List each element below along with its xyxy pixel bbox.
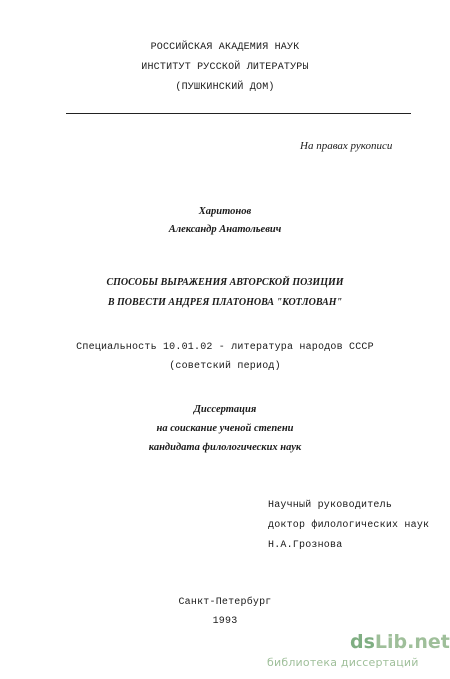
supervisor-name: Н.А.Грознова <box>268 540 343 551</box>
watermark-caption: библиотека диссертаций <box>267 656 419 669</box>
supervisor-degree: доктор филологических наук <box>268 520 430 531</box>
supervisor-role: Научный руководитель <box>268 500 393 511</box>
header-line-pushkin-house: (ПУШКИНСКИЙ ДОМ) <box>175 82 275 93</box>
dissertation-field-line: кандидата филологических наук <box>148 442 302 453</box>
header-line-institute: ИНСТИТУТ РУССКОЙ ЛИТЕРАТУРЫ <box>141 62 309 73</box>
watermark-logo-suffix: Lib.net <box>374 631 450 653</box>
horizontal-divider <box>66 113 411 114</box>
header-line-academy: РОССИЙСКАЯ АКАДЕМИЯ НАУК <box>150 42 300 53</box>
specialty-line-2: (советский период) <box>169 361 281 372</box>
year: 1993 <box>212 616 238 627</box>
specialty-line-1: Специальность 10.01.02 - литература народов СССР <box>76 342 374 353</box>
watermark-logo-prefix: ds <box>350 631 375 653</box>
author-name: Александр Анатольевич <box>168 224 282 235</box>
author-surname: Харитонов <box>198 206 252 217</box>
place: Санкт-Петербург <box>178 597 272 608</box>
dissertation-heading: Диссертация <box>193 404 257 415</box>
dissertation-degree-line: на соискание ученой степени <box>156 423 294 434</box>
title-line-1: СПОСОБЫ ВЫРАЖЕНИЯ АВТОРСКОЙ ПОЗИЦИИ <box>106 277 344 288</box>
manuscript-note: На правах рукописи <box>300 140 393 152</box>
title-line-2: В ПОВЕСТИ АНДРЕЯ ПЛАТОНОВА "КОТЛОВАН" <box>107 297 343 308</box>
watermark-logo <box>350 631 450 653</box>
